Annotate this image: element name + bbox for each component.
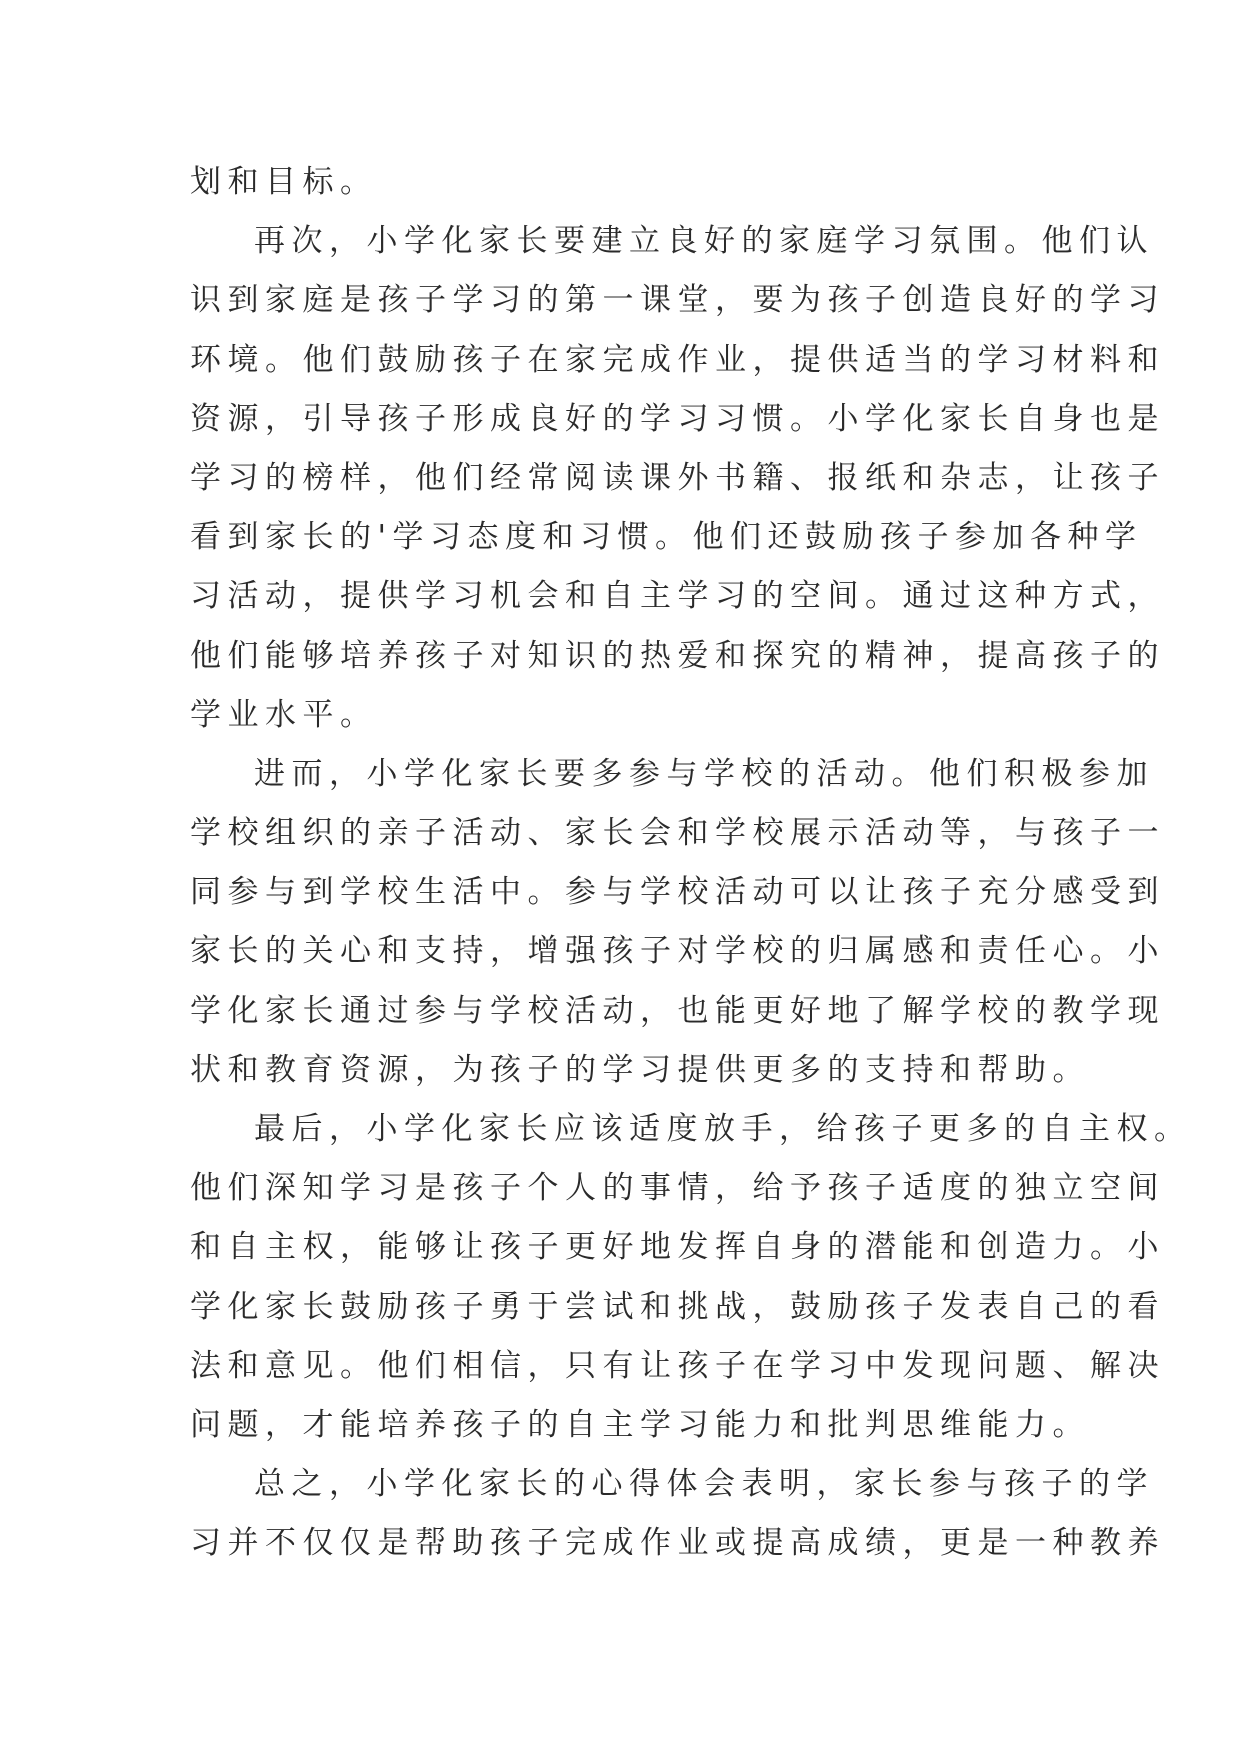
paragraph-start-line: 进而，小学化家长要多参与学校的活动。他们积极参加 — [254, 755, 1154, 792]
text-line: 法和意见。他们相信，只有让孩子在学习中发现问题、解决 — [190, 1347, 1165, 1384]
text-line: 学化家长通过参与学校活动，也能更好地了解学校的教学现 — [190, 992, 1165, 1029]
text-line: 习活动，提供学习机会和自主学习的空间。通过这种方式， — [190, 578, 1165, 615]
text-line: 他们深知学习是孩子个人的事情，给予孩子适度的独立空间 — [190, 1170, 1165, 1207]
text-line: 问题，才能培养孩子的自主学习能力和批判思维能力。 — [190, 1406, 1090, 1443]
text-line: 识到家庭是孩子学习的第一课堂，要为孩子创造良好的学习 — [190, 282, 1165, 319]
text-line: 学习的榜样，他们经常阅读课外书籍、报纸和杂志，让孩子 — [190, 459, 1165, 496]
body-text — [190, 153, 1192, 1574]
text-line: 学化家长鼓励孩子勇于尝试和挑战，鼓励孩子发表自己的看 — [190, 1288, 1165, 1325]
text-line: 学业水平。 — [190, 696, 378, 733]
text-line: 资源，引导孩子形成良好的学习习惯。小学化家长自身也是 — [190, 400, 1165, 437]
text-line: 划和目标。 — [190, 164, 378, 200]
paragraph-start-line: 最后，小学化家长应该适度放手，给孩子更多的自主权。 — [254, 1111, 1192, 1147]
paragraph-start-line: 总之，小学化家长的心得体会表明，家长参与孩子的学 — [254, 1466, 1154, 1503]
text-line: 状和教育资源，为孩子的学习提供更多的支持和帮助。 — [190, 1051, 1090, 1088]
text-line: 习并不仅仅是帮助孩子完成作业或提高成绩，更是一种教养 — [190, 1525, 1165, 1562]
text-line: 环境。他们鼓励孩子在家完成作业，提供适当的学习材料和 — [190, 341, 1165, 378]
text-line: 同参与到学校生活中。参与学校活动可以让孩子充分感受到 — [190, 874, 1165, 911]
text-line: 家长的关心和支持，增强孩子对学校的归属感和责任心。小 — [190, 933, 1165, 970]
text-line: 看到家长的'学习态度和习惯。他们还鼓励孩子参加各种学 — [190, 519, 1143, 556]
paragraph-start-line: 再次，小学化家长要建立良好的家庭学习氛围。他们认 — [254, 223, 1154, 260]
text-line: 和自主权，能够让孩子更好地发挥自身的潜能和创造力。小 — [190, 1229, 1165, 1266]
text-line: 他们能够培养孩子对知识的热爱和探究的精神，提高孩子的 — [190, 637, 1165, 674]
text-line: 学校组织的亲子活动、家长会和学校展示活动等，与孩子一 — [190, 815, 1165, 852]
